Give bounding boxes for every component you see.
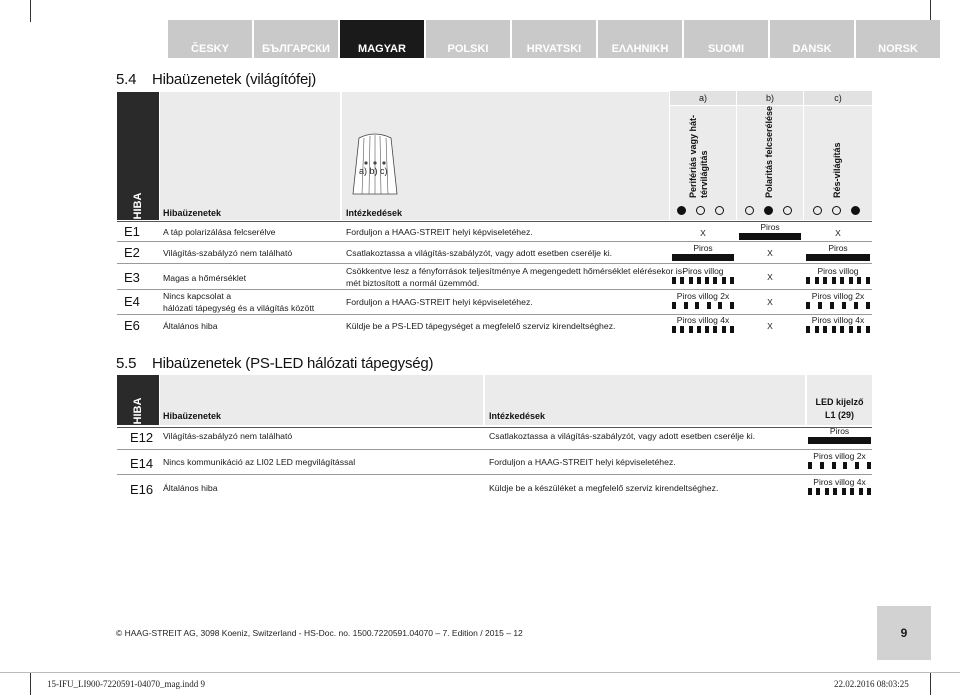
slug-filename: 15-IFU_LI900-7220591-04070_mag.indd 9: [47, 679, 205, 689]
column-b-label: b): [737, 91, 803, 105]
led-blink-bar: [672, 302, 734, 309]
divider: [117, 314, 872, 315]
led-pattern-b: [740, 206, 797, 215]
e2-col-b: X: [767, 248, 773, 258]
led-solid-bar: [806, 254, 870, 261]
led-pattern-c: [808, 206, 865, 215]
led-blink-bar: [808, 488, 871, 495]
e12-action: Csatlakoztassa a világítás-szabályzót, vagy adott esetben cserélje ki.: [489, 431, 756, 441]
e2-message: Világítás-szabályzó nem található: [163, 248, 293, 258]
tab-suomi[interactable]: SUOMI: [684, 20, 768, 58]
e3-message: Magas a hőmérséklet: [163, 273, 247, 283]
error-code-e2: E2: [124, 245, 140, 260]
copyright-footer: © HAAG-STREIT AG, 3098 Koeniz, Switzerland - HS-Doc. no. 1500.7220591.04070 – 7. Edition / 2015 – 12: [116, 628, 523, 638]
hiba-label: HIBA: [132, 192, 144, 220]
error-code-e1: E1: [124, 224, 140, 239]
messages-header-panel: [160, 92, 340, 220]
e3-action: Csökkentve lesz a fényforrások teljesítménye A megengedett hőmérséklet elérésekor is-: [346, 266, 685, 276]
led-off-icon: [783, 206, 792, 215]
error-code-e4: E4: [124, 294, 140, 309]
led-off-icon: [813, 206, 822, 215]
tab-dansk[interactable]: DANSK: [770, 20, 854, 58]
error-code-e6: E6: [124, 318, 140, 333]
led-off-icon: [696, 206, 705, 215]
header-led-l1: L1 (29): [824, 410, 854, 420]
header-actions: Intézkedések: [489, 411, 546, 421]
e1-message: A táp polarizálása felcserélve: [163, 227, 276, 237]
header-led: LED kijelző: [815, 397, 864, 407]
e3-col-b: X: [767, 272, 773, 282]
e4-message-line2: hálózati tápegység és a világítás között: [163, 303, 315, 313]
section-number: 5.4: [116, 71, 137, 88]
crop-mark: [930, 672, 931, 695]
tab-cesky[interactable]: ČESKY: [168, 20, 252, 58]
divider: [117, 263, 872, 264]
led-blink-bar: [672, 277, 734, 284]
e6-action: Küldje be a PS-LED tápegységet a megfelelő szerviz kirendeltséghez.: [346, 321, 616, 331]
led-off-icon: [832, 206, 841, 215]
e4-col-b: X: [767, 297, 773, 307]
header-messages: Hibaüzenetek: [163, 208, 222, 218]
e2-action: Csatlakoztassa a világítás-szabályzót, vagy adott esetben cserélje ki.: [346, 248, 613, 258]
column-a-label: a): [670, 91, 736, 105]
e14-led: Piros villog 2x: [813, 451, 866, 461]
error-code-e12: E12: [130, 430, 154, 445]
led-blink-bar: [806, 326, 870, 333]
divider: [117, 449, 872, 450]
lamp-abc-labels: a) b) c): [359, 166, 388, 176]
led-on-icon: [851, 206, 860, 215]
e3-col-a: Piros villog: [682, 266, 724, 276]
section-heading: Hibaüzenetek (PS-LED hálózati tápegység): [152, 355, 434, 372]
tab-norsk[interactable]: NORSK: [856, 20, 940, 58]
e16-action: Küldje be a készüléket a megfelelő szerviz kirendeltséghez.: [489, 483, 719, 493]
e12-led: Piros: [829, 426, 850, 436]
led-off-icon: [745, 206, 754, 215]
led-blink-bar: [806, 302, 870, 309]
section-title-5-5: [116, 355, 433, 372]
hiba-band: [117, 375, 159, 425]
tab-magyar[interactable]: MAGYAR: [340, 20, 424, 58]
e2-col-c: Piros: [828, 243, 848, 253]
language-tabs: [168, 20, 942, 58]
section-number: 5.5: [116, 355, 137, 372]
e16-led: Piros villog 4x: [813, 477, 866, 487]
e1-col-c: X: [835, 228, 841, 238]
tab-bulgarski[interactable]: БЪЛГАРСКИ: [254, 20, 338, 58]
led-solid-bar: [808, 437, 871, 444]
led-on-icon: [764, 206, 773, 215]
tab-ellinika[interactable]: ΕΛΛΗΝΙΚΗ: [598, 20, 682, 58]
e3-col-c: Piros villog: [817, 266, 859, 276]
e14-action: Forduljon a HAAG-STREIT helyi képviseletéhez.: [489, 457, 676, 467]
e1-action: Forduljon a HAAG-STREIT helyi képviseletéhez.: [346, 227, 533, 237]
led-solid-bar: [672, 254, 734, 261]
column-c-label: c): [804, 91, 872, 105]
led-pattern-a: [672, 206, 729, 215]
e6-col-a: Piros villog 4x: [676, 315, 730, 325]
col-head-polarity: Polaritás felcserélése: [764, 105, 774, 198]
e1-col-a: X: [700, 228, 706, 238]
slug-rule: [0, 672, 960, 673]
led-blink-bar: [806, 277, 870, 284]
e2-col-a: Piros: [693, 243, 713, 253]
error-code-e3: E3: [124, 270, 140, 285]
e4-message: Nincs kapcsolat a: [163, 291, 232, 301]
divider: [117, 427, 872, 428]
divider: [117, 474, 872, 475]
hiba-label: HIBA: [132, 397, 144, 425]
crop-mark: [930, 0, 931, 22]
tab-polski[interactable]: POLSKI: [426, 20, 510, 58]
divider: [117, 241, 872, 242]
e6-col-b: X: [767, 321, 773, 331]
error-code-e16: E16: [130, 482, 154, 497]
error-code-e14: E14: [130, 456, 154, 471]
e6-message: Általános hiba: [163, 321, 218, 331]
led-off-icon: [715, 206, 724, 215]
e1-col-b: Piros: [760, 222, 780, 232]
col-head-peripheral: [688, 115, 710, 198]
led-solid-bar: [739, 233, 801, 240]
e4-col-c: Piros villog 2x: [811, 291, 865, 301]
col-head-text: Perifériás vagy hát- térvilágítás: [688, 114, 709, 198]
e4-col-a: Piros villog 2x: [676, 291, 730, 301]
hiba-band: [117, 92, 159, 220]
header-messages: Hibaüzenetek: [163, 411, 222, 421]
e4-action: Forduljon a HAAG-STREIT helyi képviseletéhez.: [346, 297, 533, 307]
e14-message: Nincs kommunikáció az LI02 LED megvilágítással: [163, 457, 356, 467]
section-heading: Hibaüzenetek (világítófej): [152, 71, 317, 88]
page-number: 9: [877, 606, 931, 660]
header-actions: Intézkedések: [346, 208, 403, 218]
crop-mark: [30, 0, 31, 22]
e3-action-line2: mét biztosított a normál üzemmód.: [346, 278, 480, 288]
divider: [117, 289, 872, 290]
crop-mark: [30, 672, 31, 695]
e6-col-c: Piros villog 4x: [811, 315, 865, 325]
col-head-slit: Rés-világítás: [832, 142, 842, 198]
slug-timestamp: 22.02.2016 08:03:25: [834, 679, 909, 689]
e16-message: Általános hiba: [163, 483, 218, 493]
led-blink-bar: [672, 326, 734, 333]
section-title-5-4: [116, 71, 316, 88]
tab-hrvatski[interactable]: HRVATSKI: [512, 20, 596, 58]
led-blink-bar: [808, 462, 871, 469]
e12-message: Világítás-szabályzó nem található: [163, 431, 293, 441]
led-on-icon: [677, 206, 686, 215]
lamp-head-illustration: [345, 130, 405, 196]
